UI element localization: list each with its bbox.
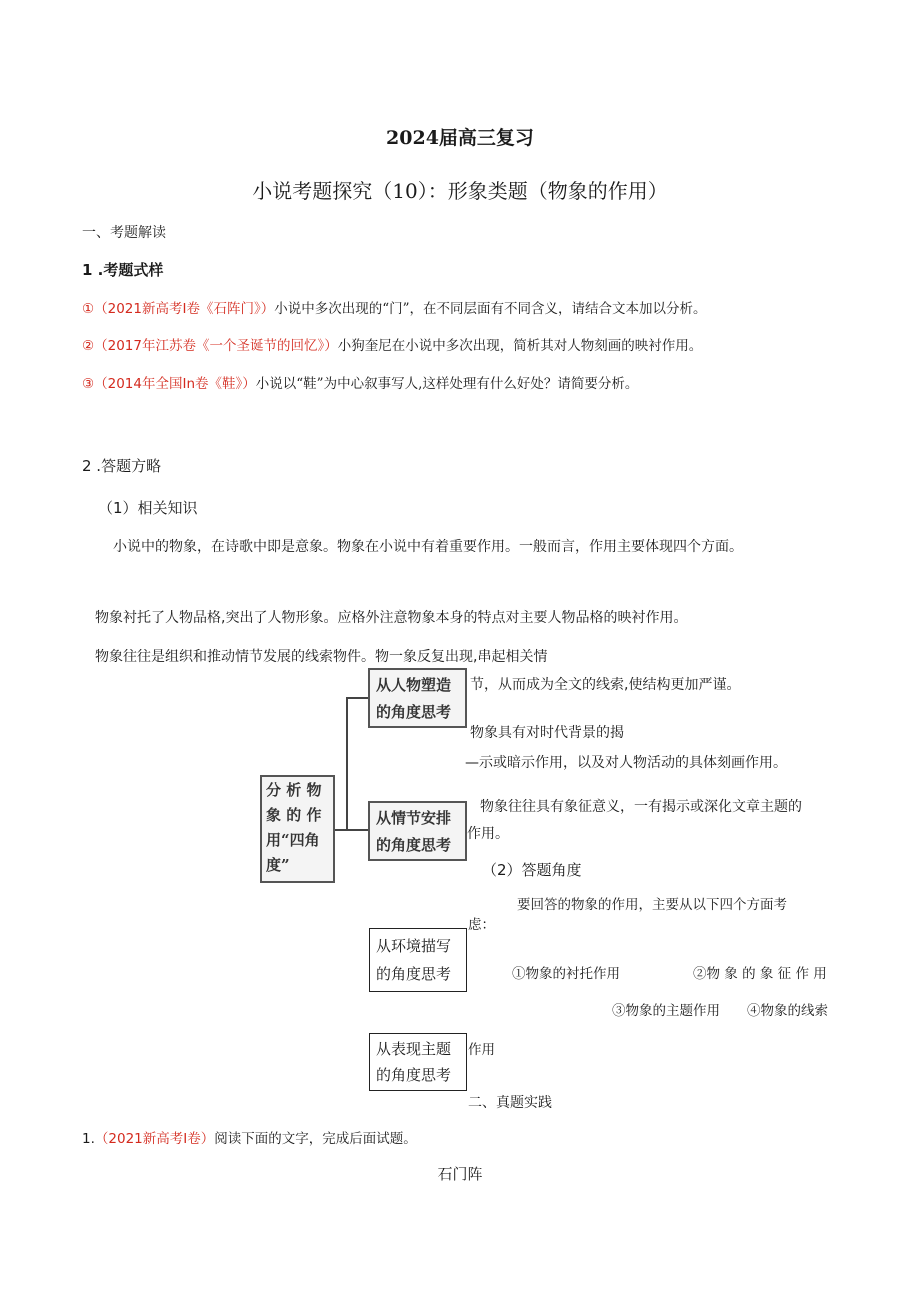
- diagram-branch-line: 从人物塑造: [376, 676, 452, 694]
- angles-intro-b: 虑：: [468, 917, 495, 933]
- question-text: 小狗奎尼在小说中多次出现，简析其对人物刻画的映衬作用。: [337, 338, 703, 354]
- diagram-root-line: 度”: [266, 856, 290, 874]
- diagram-branch-line: 的角度思考: [376, 703, 452, 721]
- subheading-related-knowledge: （1）相关知识: [98, 499, 198, 517]
- angle-item-1: ①物象的衬托作用: [512, 966, 620, 982]
- subheading-answer-angles: （2）答题角度: [482, 861, 582, 879]
- question-item-2: [82, 334, 702, 354]
- diagram-root-line: 象 的 作: [266, 806, 322, 824]
- diagram-connector: [346, 697, 368, 699]
- subheading-question-format: 1 .考题式样: [82, 261, 164, 279]
- angle-item-2: ②物 象 的 象 征 作 用: [693, 966, 827, 982]
- question-marker: ②: [82, 338, 95, 354]
- page-subtitle: 小说考题探究（10）：形象类题（物象的作用）: [252, 179, 668, 203]
- diagram-branch-environment: [369, 928, 467, 992]
- paragraph-symbol-b: 作用。: [467, 826, 509, 842]
- diagram-connector: [346, 697, 348, 831]
- question-marker: ③: [82, 376, 95, 392]
- diagram-branch-line: 从环境描写: [376, 937, 452, 955]
- section-heading-1: 一、考题解读: [82, 225, 166, 241]
- practice-item-1: [82, 1127, 417, 1147]
- question-source: （2014年全国In卷《鞋》）: [94, 376, 256, 392]
- paragraph-clue-continued: 节，从而成为全文的线索,使结构更加严谨。: [470, 677, 741, 693]
- angle-item-3: ③物象的主题作用: [612, 1003, 720, 1019]
- question-marker: ①: [82, 301, 95, 317]
- paragraph-character: 物象衬托了人物品格,突出了人物形象。应格外注意物象本身的特点对主要人物品格的映衬作用。: [95, 610, 688, 626]
- intro-paragraph: 小说中的物象，在诗歌中即是意象。物象在小说中有着重要作用。一般而言，作用主要体现四个方面。: [113, 539, 743, 555]
- diagram-root-line: 分 析 物: [266, 781, 322, 799]
- diagram-connector: [346, 829, 368, 831]
- diagram-branch-line: 从情节安排: [376, 809, 452, 827]
- diagram-branch-line: 的角度思考: [376, 836, 452, 854]
- paragraph-clue: 物象往往是组织和推动情节发展的线索物件。物一象反复出现,串起相关情: [95, 649, 548, 665]
- question-text: 小说以“鞋”为中心叙事写人,这样处理有什么好处？请简要分析。: [255, 376, 639, 392]
- angle-item-4: ④物象的线索: [747, 1003, 828, 1019]
- angle-item-4-continued: 作用: [468, 1042, 495, 1058]
- diagram-branch-theme: [369, 1033, 467, 1091]
- question-source: （2017年江苏卷《一个圣诞节的回忆》）: [94, 338, 338, 354]
- diagram-root-line: 用“四角: [266, 831, 320, 849]
- practice-instruction: 阅读下面的文字，完成后面试题。: [214, 1131, 417, 1147]
- paragraph-symbol-a: 物象往往具有象征意义，一有揭示或深化文章主题的: [480, 799, 802, 815]
- diagram-branch-plot: [368, 801, 467, 861]
- paragraph-background-a: 物象具有对时代背景的揭: [470, 725, 624, 741]
- question-item-1: [82, 297, 707, 317]
- diagram-branch-line: 从表现主题: [376, 1040, 452, 1058]
- diagram-branch-line: 的角度思考: [376, 1066, 452, 1084]
- paragraph-background-b: —示或暗示作用，以及对人物活动的具体刻画作用。: [465, 755, 787, 771]
- page-title: 2024届高三复习: [386, 127, 534, 149]
- question-source: （2021新高考Ⅰ卷《石阵门》）: [94, 301, 275, 317]
- diagram-branch-character: [368, 668, 467, 728]
- angles-intro-a: 要回答的物象的作用，主要从以下四个方面考: [517, 897, 787, 913]
- question-item-3: [82, 372, 638, 392]
- practice-source: （2021新高考Ⅰ卷）: [94, 1131, 215, 1147]
- diagram-root-box: [260, 775, 335, 883]
- diagram-branch-line: 的角度思考: [376, 965, 452, 983]
- subheading-answer-strategy: 2 .答题方略: [82, 457, 162, 475]
- passage-title: 石门阵: [437, 1165, 483, 1183]
- question-text: 小说中多次出现的“门”，在不同层面有不同含义，请结合文本加以分析。: [274, 301, 707, 317]
- practice-number: 1.: [82, 1131, 95, 1147]
- section-heading-2: 二、真题实践: [468, 1095, 552, 1111]
